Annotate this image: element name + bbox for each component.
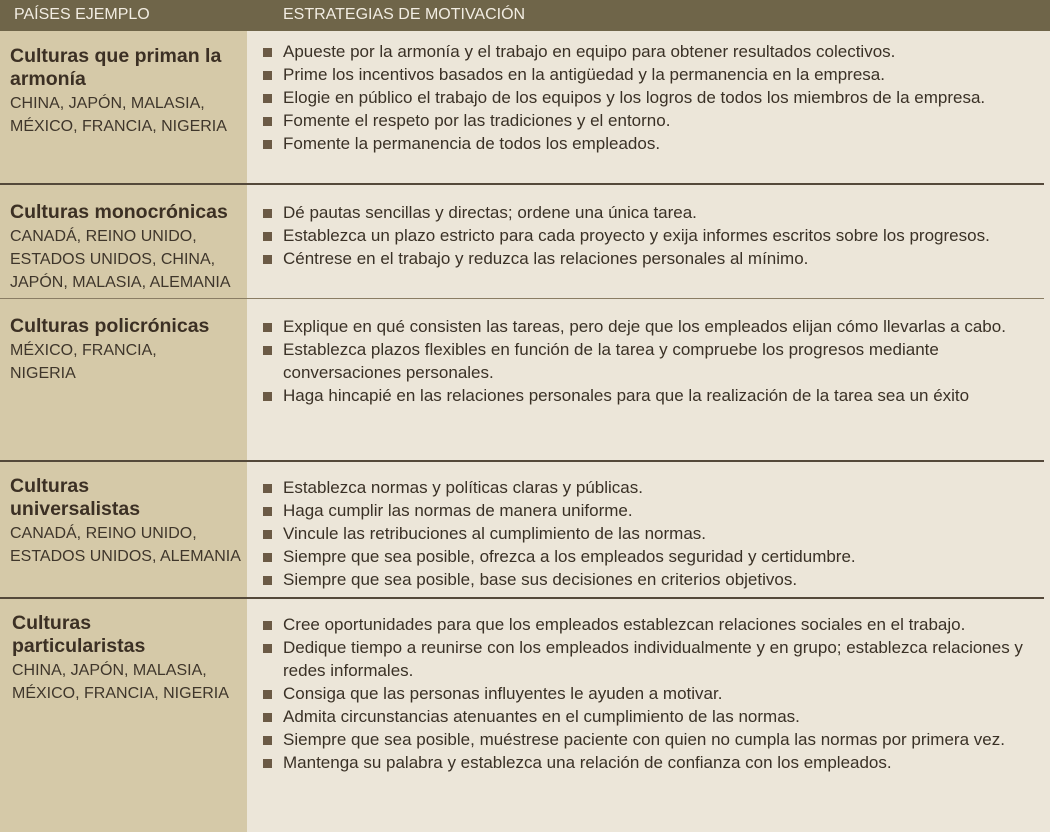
list-item: Establezca plazos flexibles en función de la tarea y compruebe los progresos mediante conversaciones personales. xyxy=(259,338,1038,384)
bullet-square-icon xyxy=(263,117,272,126)
list-item: Establezca un plazo estricto para cada proyecto y exija informes escritos sobre los progresos. xyxy=(259,224,1038,247)
row-countries: CHINA, JAPÓN, MALASIA, MÉXICO, FRANCIA, NIGERIA xyxy=(12,662,229,702)
bullet-square-icon xyxy=(263,323,272,332)
list-item: Céntrese en el trabajo y reduzca las relaciones personales al mínimo. xyxy=(259,247,1038,270)
row-countries: CANADÁ, REINO UNIDO, ESTADOS UNIDOS, CHINA, JAPÓN, MALASIA, ALEMANIA xyxy=(10,228,231,291)
list-item: Siempre que sea posible, ofrezca a los empleados seguridad y certidumbre. xyxy=(259,545,1038,568)
row-label-cell xyxy=(0,299,247,460)
header-strategies: ESTRATEGIAS DE MOTIVACIÓN xyxy=(283,6,526,23)
row-strategies-cell xyxy=(247,462,1044,597)
table-row xyxy=(0,599,1044,832)
list-item: Fomente la permanencia de todos los empleados. xyxy=(259,132,1038,155)
strategy-list xyxy=(259,201,1038,270)
list-item: Fomente el respeto por las tradiciones y el entorno. xyxy=(259,109,1038,132)
bullet-square-icon xyxy=(263,690,272,699)
list-item: Cree oportunidades para que los empleados establezcan relaciones sociales en el trabajo. xyxy=(259,613,1038,636)
list-item: Admita circunstancias atenuantes en el cumplimiento de las normas. xyxy=(259,705,1038,728)
bullet-square-icon xyxy=(263,140,272,149)
list-item: Haga hincapié en las relaciones personales para que la realización de la tarea sea un éxito xyxy=(259,384,1038,407)
header-countries: PAÍSES EJEMPLO xyxy=(14,6,150,23)
list-item: Explique en qué consisten las tareas, pero deje que los empleados elijan cómo llevarlas a cabo. xyxy=(259,315,1038,338)
list-item: Siempre que sea posible, base sus decisiones en criterios objetivos. xyxy=(259,568,1038,591)
strategy-list xyxy=(259,40,1038,155)
bullet-square-icon xyxy=(263,759,272,768)
list-item: Dé pautas sencillas y directas; ordene una única tarea. xyxy=(259,201,1038,224)
bullet-square-icon xyxy=(263,94,272,103)
list-item: Prime los incentivos basados en la antigüedad y la permanencia en la empresa. xyxy=(259,63,1038,86)
bullet-square-icon xyxy=(263,392,272,401)
row-label-cell xyxy=(0,31,247,183)
list-item: Apueste por la armonía y el trabajo en equipo para obtener resultados colectivos. xyxy=(259,40,1038,63)
bullet-square-icon xyxy=(263,553,272,562)
strategy-list xyxy=(259,315,1038,407)
bullet-square-icon xyxy=(263,232,272,241)
bullet-square-icon xyxy=(263,255,272,264)
bullet-square-icon xyxy=(263,71,272,80)
list-item: Haga cumplir las normas de manera uniforme. xyxy=(259,499,1038,522)
bullet-square-icon xyxy=(263,576,272,585)
row-strategies-cell xyxy=(247,31,1044,183)
row-strategies-cell xyxy=(247,299,1044,460)
table-header xyxy=(0,0,1050,31)
list-item: Vincule las retribuciones al cumplimiento de las normas. xyxy=(259,522,1038,545)
row-title: Culturas universalistas xyxy=(10,475,141,520)
list-item: Elogie en público el trabajo de los equipos y los logros de todos los miembros de la empresa. xyxy=(259,86,1038,109)
bullet-square-icon xyxy=(263,484,272,493)
table-row xyxy=(0,299,1044,460)
bullet-square-icon xyxy=(263,736,272,745)
row-strategies-cell xyxy=(247,185,1044,298)
bullet-square-icon xyxy=(263,346,272,355)
bullet-square-icon xyxy=(263,713,272,722)
row-label-cell xyxy=(0,599,247,832)
row-countries: CANADÁ, REINO UNIDO, ESTADOS UNIDOS, ALEMANIA xyxy=(10,525,241,565)
list-item: Dedique tiempo a reunirse con los empleados individualmente y en grupo; establezca relaciones y redes informales. xyxy=(259,636,1038,682)
bullet-square-icon xyxy=(263,48,272,57)
table-row xyxy=(0,31,1044,183)
bullet-square-icon xyxy=(263,644,272,653)
table-row xyxy=(0,185,1044,298)
table-row xyxy=(0,462,1044,597)
row-countries: MÉXICO, FRANCIA, NIGERIA xyxy=(10,342,157,382)
bullet-square-icon xyxy=(263,621,272,630)
list-item: Mantenga su palabra y establezca una relación de confianza con los empleados. xyxy=(259,751,1038,774)
bullet-square-icon xyxy=(263,209,272,218)
list-item: Establezca normas y políticas claras y públicas. xyxy=(259,476,1038,499)
row-title: Culturas policrónicas xyxy=(10,315,210,337)
row-label-cell xyxy=(0,185,247,298)
list-item: Consiga que las personas influyentes le ayuden a motivar. xyxy=(259,682,1038,705)
row-countries: CHINA, JAPÓN, MALASIA, MÉXICO, FRANCIA, NIGERIA xyxy=(10,95,227,135)
row-title: Culturas que priman la armonía xyxy=(10,45,222,90)
strategy-list xyxy=(259,476,1038,591)
list-item: Siempre que sea posible, muéstrese paciente con quien no cumpla las normas por primera vez. xyxy=(259,728,1038,751)
row-label-cell xyxy=(0,462,247,597)
row-title: Culturas monocrónicas xyxy=(10,201,228,223)
strategy-list xyxy=(259,613,1038,774)
row-title: Culturas particularistas xyxy=(12,612,146,657)
row-strategies-cell xyxy=(247,599,1044,832)
bullet-square-icon xyxy=(263,507,272,516)
bullet-square-icon xyxy=(263,530,272,539)
